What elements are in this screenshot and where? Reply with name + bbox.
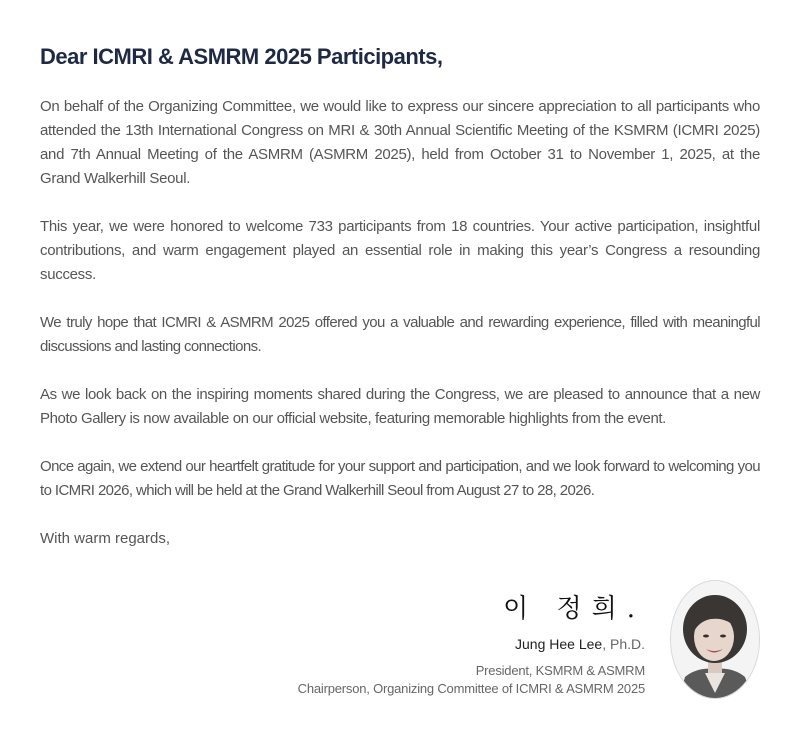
signatory-degree: , Ph.D.	[602, 636, 645, 652]
paragraph-participants: This year, we were honored to welcome 733 participants from 18 countries. Your active participation, insightful contributions, and warm engagement played an essential role in making this year’s Congress a resounding success.	[40, 218, 760, 283]
portrait-photo	[670, 580, 760, 699]
paragraph-photo-gallery: As we look back on the inspiring moments shared during the Congress, we are pleased to announce that a new Photo Gallery is now available on our official website, featuring memorable highlights from the event.	[40, 386, 760, 427]
closing-salutation: With warm regards,	[40, 530, 171, 547]
signatory-title-president: President, KSMRM & ASMRM	[475, 663, 645, 678]
paragraph-appreciation: On behalf of the Organizing Committee, we would like to express our sincere appreciation to all participants who attended the 13th International Congress on MRI & 30th Annual Scientific Meeting of the KSMRM (ICMRI 2025) and 7th Annual Meeting of the ASMRM (ASMRM 2025), held from October 31 to November 1, 2025, at the Grand Walkerhill Seoul.	[40, 98, 760, 187]
signatory-title-chairperson: Chairperson, Organizing Committee of ICMRI & ASMRM 2025	[297, 681, 645, 696]
paragraph-hope: We truly hope that ICMRI & ASMRM 2025 offered you a valuable and rewarding experience, filled with meaningful discussions and lasting connections.	[40, 314, 760, 355]
paragraph-next-congress: Once again, we extend our heartfelt gratitude for your support and participation, and we look forward to welcoming you to ICMRI 2026, which will be held at the Grand Walkerhill Seoul from August 27 to 28, 2026.	[40, 458, 760, 499]
person-portrait-icon	[671, 581, 759, 698]
letter-heading: Dear ICMRI & ASMRM 2025 Participants,	[40, 44, 443, 69]
signatory-name: Jung Hee Lee	[515, 636, 603, 652]
signatory-name-line	[515, 636, 645, 652]
handwritten-signature: 이 정희.	[503, 594, 645, 624]
